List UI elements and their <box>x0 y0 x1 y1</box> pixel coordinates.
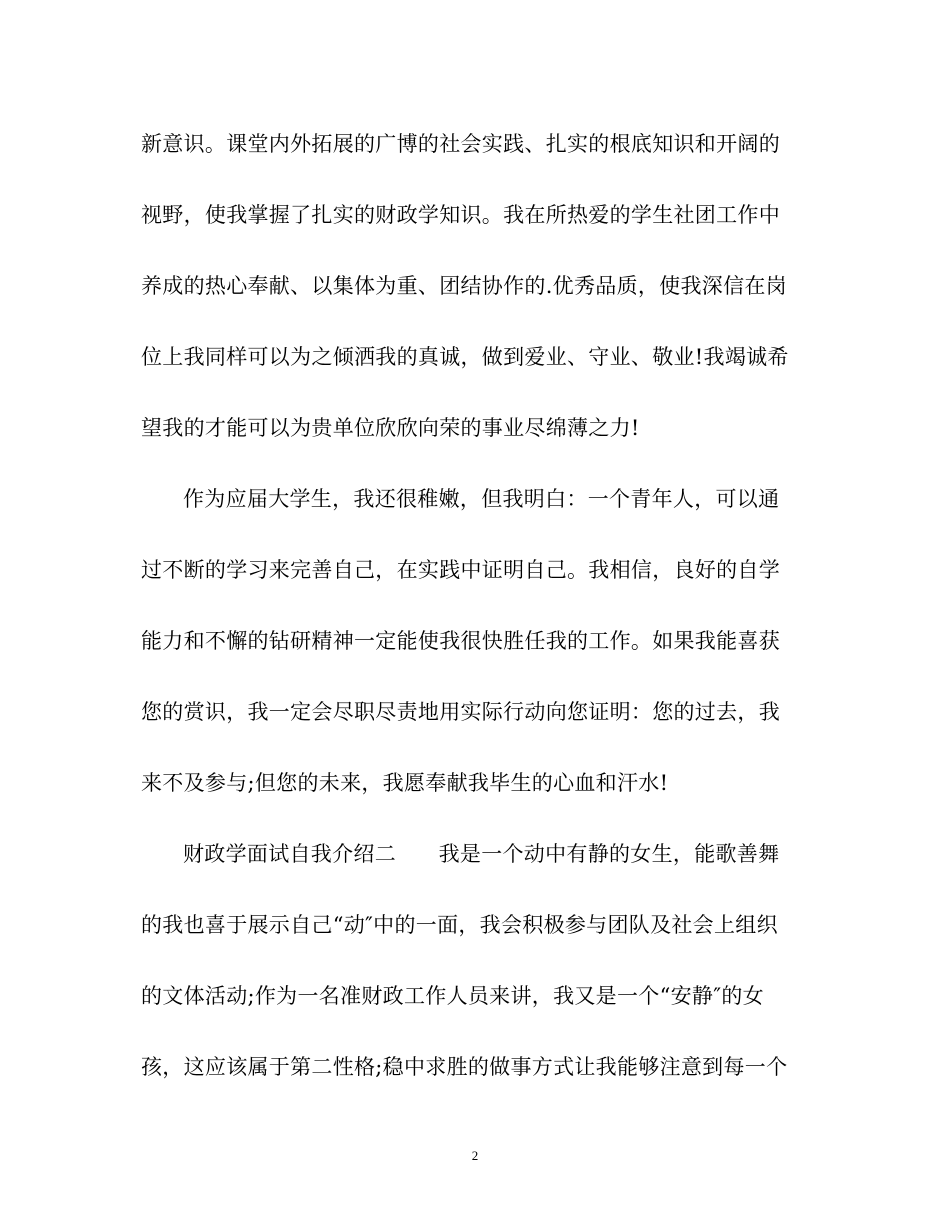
text-line: 过不断的学习来完善自己，在实践中证明自己。我相信，良好的自学 <box>141 558 780 582</box>
paragraph-first-line: 作为应届大学生，我还很稚嫩，但我明白：一个青年人，可以通 <box>183 487 780 511</box>
text-line: 的文体活动;作为一名准财政工作人员来讲，我又是一个“安静″的女 <box>141 984 764 1008</box>
text-line: 您的赏识，我一定会尽职尽责地用实际行动向您证明：您的过去，我 <box>141 700 780 724</box>
text-line: 孩，这应该属于第二性格;稳中求胜的做事方式让我能够注意到每一个 <box>141 1055 788 1079</box>
section-heading-line: 财政学面试自我介绍二 我是一个动中有静的女生，能歌善舞 <box>183 842 780 866</box>
text-line: 养成的热心奉献、以集体为重、团结协作的.优秀品质，使我深信在岗 <box>141 274 787 298</box>
text-line: 位上我同样可以为之倾洒我的真诚，做到爱业、守业、敬业!我竭诚希 <box>141 345 789 369</box>
text-line: 视野，使我掌握了扎实的财政学知识。我在所热爱的学生社团工作中 <box>141 203 780 227</box>
text-line: 的我也喜于展示自己“动″中的一面，我会积极参与团队及社会上组织 <box>141 913 778 937</box>
text-line: 望我的才能可以为贵单位欣欣向荣的事业尽绵薄之力! <box>141 416 640 440</box>
text-line: 来不及参与;但您的未来，我愿奉献我毕生的心血和汗水! <box>141 771 669 795</box>
text-line: 能力和不懈的钻研精神一定能使我很快胜任我的工作。如果我能喜获 <box>141 629 780 653</box>
text-line: 新意识。课堂内外拓展的广博的社会实践、扎实的根底知识和开阔的 <box>141 132 780 156</box>
page-number: 2 <box>471 1148 479 1163</box>
